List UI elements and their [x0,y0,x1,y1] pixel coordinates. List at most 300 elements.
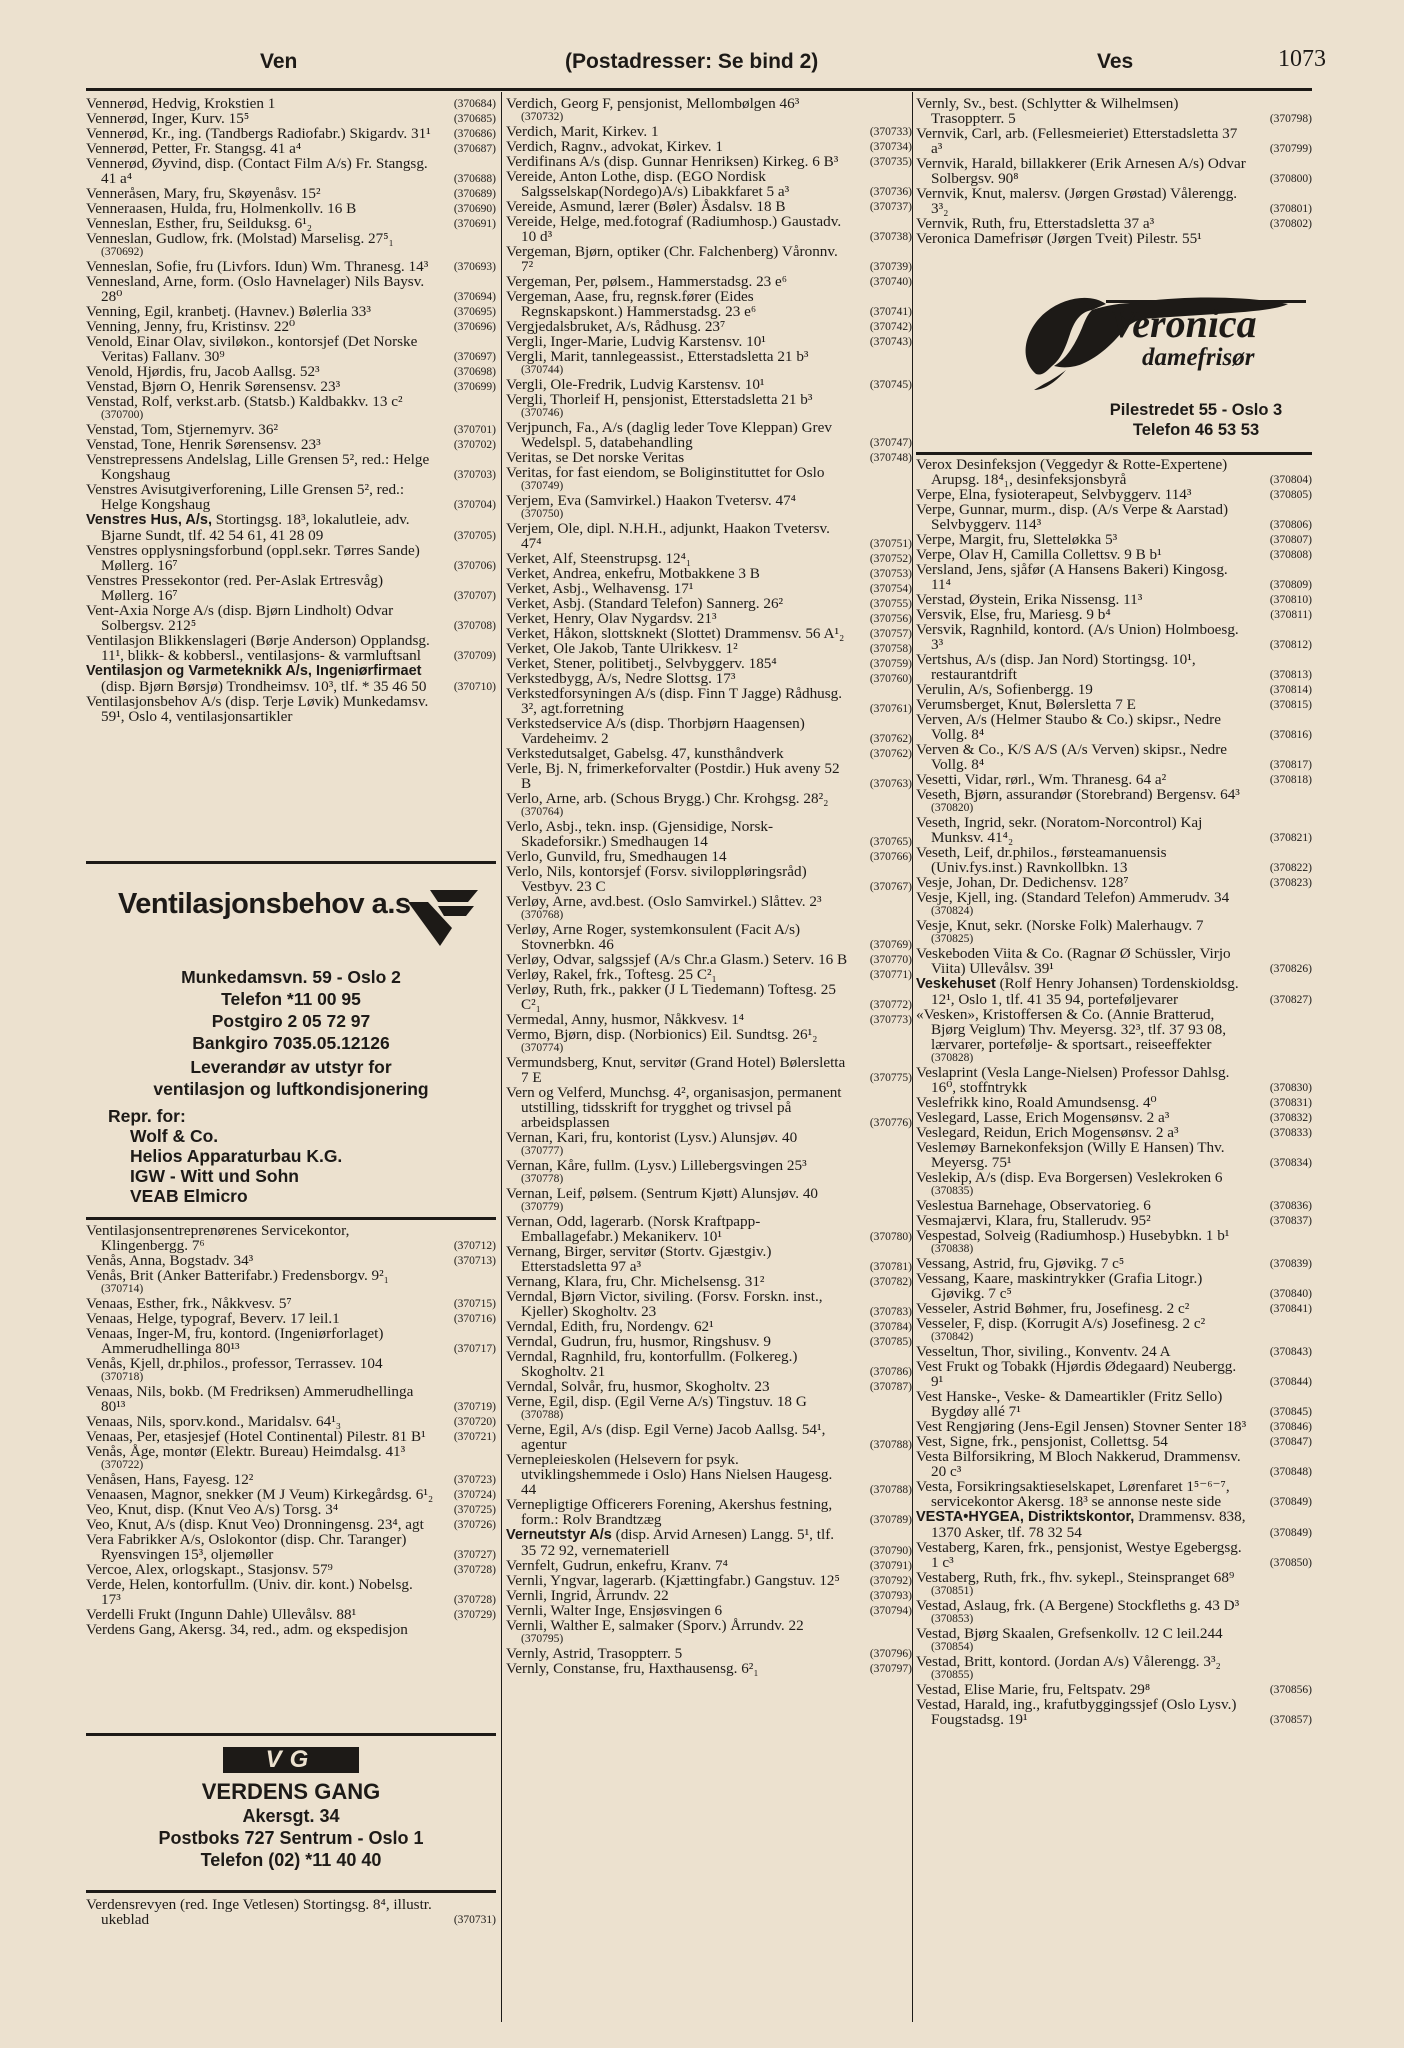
directory-entry [916,1449,1312,1479]
directory-entry [506,1289,912,1319]
directory-entry [86,663,496,694]
directory-entry [86,437,496,452]
entry-text: Vesje, Johan, Dr. Dedichensv. 128⁷ [916,874,1129,891]
entry-text: Verdensrevyen (red. Inge Vetlesen) Stortingsg. 8⁴, illustr. ukeblad [86,1896,432,1928]
entry-number: (370685) [453,113,496,125]
directory-entry [86,1607,496,1622]
header-right-keyword: Ves [1097,50,1134,73]
directory-entry [506,982,912,1012]
entry-text: Venold, Hjørdis, fru, Jacob Aallsg. 52³ [86,363,320,380]
entry-number: (370734) [869,141,912,153]
entry-number: (370705) [453,530,496,542]
directory-entry [916,1271,1312,1301]
entry-number: (370695) [453,306,496,318]
entry-number: (370754) [869,583,912,595]
entry-text: Veritas, se Det norske Veritas [506,449,685,466]
entry-number: (370842) [931,1331,974,1343]
directory-entry [506,1618,912,1646]
entry-number: (370801) [1269,203,1312,215]
directory-entry [86,573,496,603]
entry-number: (370738) [869,231,912,243]
entry-number: (370818) [1269,774,1312,786]
directory-entry [916,1065,1312,1095]
entry-text: Verløy, Arne, avd.best. (Oslo Samvirkel.) Slåttev. 2³ [506,893,822,910]
directory-entry [86,1253,496,1268]
entry-number: (370699) [453,381,496,393]
directory-entry [86,694,496,724]
entry-number: (370752) [869,553,912,565]
vg-ad-line: Akersgt. 34 [242,1806,340,1826]
entry-number: (370793) [869,1590,912,1602]
entry-number: (370745) [869,379,912,391]
entry-number: (370800) [1269,173,1312,185]
entry-number: (370701) [453,424,496,436]
entry-text: Verde, Helen, kontorfullm. (Univ. dir. kont.) Nobelsg. 17³ [86,1576,413,1608]
directory-entry [506,1379,912,1394]
column-2 [506,96,912,1676]
entry-number: (370854) [931,1641,974,1653]
entry-number: (370779) [521,1201,564,1213]
entry-text: Versvik, Else, fru, Mariesg. 9 b⁴ [916,606,1111,623]
directory-entry [916,1007,1312,1065]
entry-text: Venstres Pressekontor (red. Per-Aslak Ertresvåg) Møllerg. 16⁷ [86,572,384,604]
entry-text: Venneråsen, Mary, fru, Skøyenåsv. 15² [86,185,321,202]
entry-number: (370768) [521,909,564,921]
entry-number: (370744) [521,364,564,376]
entry-text: Verndal, Gudrun, fru, husmor, Ringshusv. 9 [506,1333,772,1350]
entry-number: (370696) [453,321,496,333]
directory-entry [916,1344,1312,1359]
entry-text: Ventilasjon og Varmeteknikk A/s, Ingeniørfirmaet [86,663,422,679]
directory-entry [86,1356,496,1384]
entries-c1a [86,96,496,724]
directory-entry [86,1311,496,1326]
entry-text: Vermo, Bjørn, disp. (Norbionics) Eil. Sundtsg. 26¹₂ [506,1026,818,1043]
entry-number: (370828) [931,1052,974,1064]
entry-text: Verdich, Georg F, pensjonist, Mellombølgen 46³ [506,95,800,112]
entry-number: (370712) [453,1240,496,1252]
entry-number: (370742) [869,321,912,333]
directory-entry [506,493,912,521]
entry-text: Venning, Jenny, fru, Kristinsv. 22⁰ [86,318,296,335]
entry-number: (370718) [101,1371,144,1383]
directory-entry [506,124,912,139]
directory-entry [86,259,496,274]
entry-text: Verneutstyr A/s [506,1527,612,1543]
entry-number: (370839) [1269,1258,1312,1270]
directory-entry [86,379,496,394]
directory-entry [506,377,912,392]
entry-text: Vesseltun, Thor, siviling., Konventv. 24 A [916,1343,1171,1360]
directory-entry [916,772,1312,787]
entry-number: (370758) [869,643,912,655]
ventilasjon-ad-line: Bankgiro 7035.05.12126 [192,1033,390,1053]
entry-number: (370851) [931,1585,974,1597]
entry-text: Venaas, Esther, frk., Nåkkvesv. 5⁷ [86,1295,292,1312]
entry-number: (370802) [1269,218,1312,230]
entry-number: (370826) [1269,963,1312,975]
entry-number: (370825) [931,933,974,945]
entry-text: Vereide, Helge, med.fotograf (Radiumhosp.) Gaustadv. 10 d³ [506,213,842,245]
entry-text: Vestad, Bjørg Skaalen, Grefsenkollv. 12 C leil.244 [916,1625,1223,1642]
directory-entry [916,502,1312,532]
entry-number: (370784) [869,1321,912,1333]
entry-text-rest: (disp. Arvid Arnesen) Langg. 5¹, tlf. 35 72 92, vernemateriell [521,1526,835,1559]
directory-entry [86,216,496,231]
entry-text: Vernli, Yngvar, lagerarb. (Kjættingfabr.) Gangstuv. 12⁵ [506,1572,840,1589]
directory-entry [506,154,912,169]
veronica-ad-sub: damefrisør [1142,344,1255,371]
entry-number: (370781) [869,1261,912,1273]
entry-number: (370853) [931,1613,974,1625]
column-3 [916,96,1312,246]
directory-entry [506,1244,912,1274]
directory-entry [916,592,1312,607]
entry-number: (370805) [1269,489,1312,501]
entry-number: (370720) [453,1416,496,1428]
entry-text: Verndal, Solvår, fru, husmor, Skogholtv. 23 [506,1378,770,1395]
entry-text: Verstad, Øystein, Erika Nissensg. 11³ [916,591,1143,608]
entry-text: Verket, Alf, Steenstrupsg. 12⁴₁ [506,550,692,567]
directory-entry [916,1540,1312,1570]
entry-text: Vernepligtige Officerers Forening, Akershus festning, form.: Rolv Brandtzæg [506,1496,833,1528]
entry-number: (370762) [869,748,912,760]
directory-entry [506,1422,912,1452]
directory-entry [916,682,1312,697]
entry-text: Verjem, Eva (Samvirkel.) Haakon Tvetersv. 47⁴ [506,492,796,509]
entry-text: Ventilasjonsbehov A/s (disp. Terje Løvik) Munkedamsv. 59¹, Oslo 4, ventilasjonsartikler [86,693,429,725]
entry-number: (370693) [453,261,496,273]
entry-number: (370809) [1269,579,1312,591]
entry-text: Verjem, Ole, dipl. N.H.H., adjunkt, Haakon Tvetersv. 47⁴ [506,520,830,552]
entry-number: (370757) [869,628,912,640]
entry-text: Venås, Anna, Bogstadv. 34³ [86,1252,254,1269]
directory-entry [916,697,1312,712]
entry-number: (370804) [1269,474,1312,486]
directory-entry [506,611,912,626]
entry-text: Verne, Egil, A/s (disp. Egil Verne) Jacob Aallsg. 54¹, agentur [506,1421,826,1453]
vg-ad-name: VERDENS GANG [201,1779,381,1804]
entry-text: Vesta, Forsikringsaktieselskapet, Lørenfaret 1⁵⁻⁶⁻⁷, servicekontor Akersg. 18³ se annonse neste side [916,1478,1230,1510]
entry-text: Vest Hanske-, Veske- & Dameartikler (Fritz Sello) Bygdøy allé 7¹ [916,1388,1223,1420]
directory-entry [916,1170,1312,1198]
entry-number: (370799) [1269,143,1312,155]
entry-number: (370713) [453,1255,496,1267]
entry-text: Vernan, Odd, lagerarb. (Norsk Kraftpapp-Emballagefabr.) Mekanikerv. 10¹ [506,1213,761,1245]
entry-number: (370761) [869,703,912,715]
entry-number: (370749) [521,480,564,492]
directory-entry [506,1214,912,1244]
entry-number: (370846) [1269,1421,1312,1433]
ventilasjon-ad-title: Ventilasjonsbehov a.s [118,888,411,920]
directory-entry [86,96,496,111]
column-3-lower [916,457,1312,1727]
entry-text: Vestad, Elise Marie, fru, Feltspatv. 29⁸ [916,1681,1151,1698]
entry-text: Verket, Ole Jakob, Tante Ulrikkesv. 1² [506,640,738,657]
directory-entry [506,656,912,671]
directory-entry [506,199,912,214]
directory-entry [86,1223,496,1253]
entry-number: (370766) [869,851,912,863]
entry-number: (370715) [453,1298,496,1310]
entry-text: Verkstedbygg, A/s, Nedre Slottsg. 17³ [506,670,736,687]
directory-entry [86,201,496,216]
entry-text: Verket, Håkon, slottsknekt (Slottet) Drammensv. 56 A¹₂ [506,625,845,642]
directory-entry [86,512,496,543]
ventilasjon-repr-item: Wolf & Co. [130,1126,219,1146]
entry-number: (370836) [1269,1200,1312,1212]
directory-entry [506,952,912,967]
entry-text: Vesseler, Astrid Bøhmer, fru, Josefinesg. 2 c² [916,1300,1190,1317]
entry-number: (370760) [869,673,912,685]
directory-entry [506,716,912,746]
directory-entry [916,622,1312,652]
entry-number: (370796) [869,1648,912,1660]
directory-entry [916,1095,1312,1110]
directory-entry [916,1389,1312,1419]
ad-rule-top [86,861,496,864]
entry-number: (370790) [869,1545,912,1557]
entry-number: (370777) [521,1145,564,1157]
entry-number: (370856) [1269,1684,1312,1696]
entry-number: (370782) [869,1276,912,1288]
entry-number: (370728) [453,1594,496,1606]
directory-entry [86,1532,496,1562]
header-center: (Postadresser: Se bind 2) [565,50,819,73]
entry-text: Vennerød, Øyvind, disp. (Contact Film A/s) Fr. Stangsg. 41 a⁴ [86,155,428,187]
entry-number: (370756) [869,613,912,625]
entry-number: (370787) [869,1381,912,1393]
entry-text: Venstad, Tom, Stjernemyrv. 36² [86,421,279,438]
column-1-bottom [86,1897,496,1927]
entry-number: (370759) [869,658,912,670]
entry-number: (370772) [869,999,912,1011]
directory-entry [506,686,912,716]
directory-entry [506,791,912,819]
directory-entry [916,231,1312,246]
entry-number: (370723) [453,1474,496,1486]
column-1 [86,96,496,724]
entry-text: Vergli, Inger-Marie, Ludvig Karstensv. 10¹ [506,333,766,350]
directory-entry [86,1897,496,1927]
entry-text: Venaas, Nils, sporv.kond., Maridalsv. 64¹₃ [86,1413,342,1430]
entry-text: Vestad, Aslaug, frk. (A Bergene) Stockfleths g. 43 D³ [916,1597,1240,1614]
entry-number: (370838) [931,1243,974,1255]
directory-entry [86,1444,496,1472]
entry-text: Vernli, Ingrid, Årrundv. 22 [506,1587,669,1604]
entry-text: Verumsberget, Knut, Bølersletta 7 E [916,696,1136,713]
entry-text: Vernvik, Carl, arb. (Fellesmeieriet) Etterstadsletta 37 a³ [916,125,1238,157]
entry-text: Vesje, Knut, sekr. (Norske Folk) Malerhaugv. 7 [916,917,1204,934]
entry-text: Verkstedservice A/s (disp. Thorbjørn Haagensen) Vardeheimv. 2 [506,715,805,747]
entry-text: Vennerød, Hedvig, Krokstien 1 [86,95,276,112]
entry-number: (370811) [1270,609,1312,621]
entry-number: (370709) [453,650,496,662]
directory-entry [506,1497,912,1527]
directory-entry [506,349,912,377]
entry-text: Vernan, Kåre, fullm. (Lysv.) Lillebergsvingen 25³ [506,1157,807,1174]
directory-entry [506,1603,912,1618]
directory-entry [506,465,912,493]
entry-text: Verdich, Ragnv., advokat, Kirkev. 1 [506,138,723,155]
entry-number: (370708) [453,620,496,632]
directory-entry [86,452,496,482]
entry-text: Vesta Bilforsikring, M Bloch Nakkerud, Drammensv. 20 c³ [916,1448,1241,1480]
directory-entry [506,596,912,611]
directory-entry [916,918,1312,946]
directory-entry [86,543,496,573]
entry-text: Vernly, Sv., best. (Schlytter & Wilhelmsen) Trasoppterr. 5 [916,95,1179,127]
entry-text: Veo, Knut, disp. (Knut Veo A/s) Torsg. 3⁴ [86,1501,339,1518]
entry-number: (370700) [101,409,144,421]
vg-ad-line: Postboks 727 Sentrum - Oslo 1 [158,1828,424,1848]
directory-entry [916,1434,1312,1449]
entry-number: (370729) [453,1609,496,1621]
entry-text-rest: Drammensv. 838, 1370 Asker, tlf. 78 32 54 [931,1508,1246,1541]
entry-text: Vernli, Walter Inge, Ensjøsvingen 6 [506,1602,723,1619]
directory-entry [506,1394,912,1422]
ad-rule-bottom [86,1217,496,1220]
entry-number: (370820) [931,802,974,814]
entries-c2 [506,96,912,1676]
entry-text: Vergeman, Per, pølsem., Hammerstadsg. 23 e⁶ [506,273,788,290]
entry-number: (370707) [453,590,496,602]
directory-entry [86,1502,496,1517]
entry-text: Verulin, A/s, Sofienbergg. 19 [916,681,1093,698]
vg-ad-rule-bottom [86,1890,496,1893]
entry-text: Verven, A/s (Helmer Staubo & Co.) skipsr., Nedre Vollg. 8⁴ [916,711,1221,743]
entry-text: Venstad, Tone, Henrik Sørensensv. 23³ [86,436,321,453]
directory-entry [506,289,912,319]
directory-entry [916,976,1312,1007]
entry-number: (370755) [869,598,912,610]
entry-number: (370855) [931,1669,974,1681]
entry-text: Vera Fabrikker A/s, Oslokontor (disp. Chr. Taranger) Ryensvingen 15³, oljemøller [86,1531,407,1563]
entry-number: (370771) [869,969,912,981]
entry-text: Venstrepressens Andelslag, Lille Grensen 5², red.: Helge Kongshaug [86,451,430,483]
entry-number: (370775) [869,1072,912,1084]
directory-entry [506,139,912,154]
entry-text: Verdens Gang, Akersg. 34, red., adm. og ekspedisjon [86,1621,408,1638]
ventilasjon-ad-line: Munkedamsvn. 59 - Oslo 2 [181,967,401,987]
entry-number: (370849) [1269,1496,1312,1508]
directory-entry [506,551,912,566]
entry-text: Veslaprint (Vesla Lange-Nielsen) Professor Dahlsg. 16⁰, stoffntrykk [916,1064,1230,1096]
directory-entry [506,1085,912,1130]
entry-text: Vest, Signe, frk., pensjonist, Collettsg. 54 [916,1433,1168,1450]
entry-number: (370702) [453,439,496,451]
entry-number: (370783) [869,1306,912,1318]
entry-text: Vennesland, Arne, form. (Oslo Havnelager) Nils Baysv. 28⁰ [86,273,425,305]
entry-text: Vestaberg, Karen, frk., pensjonist, Westye Egebergsg. 1 c³ [916,1539,1242,1571]
directory-entry [86,186,496,201]
directory-entry [86,633,496,663]
directory-entry [916,96,1312,126]
directory-entry [506,626,912,641]
directory-entry [86,1577,496,1607]
directory-entry [86,304,496,319]
entry-text: Veritas, for fast eiendom, se Boliginstituttet for Oslo [506,464,825,481]
entry-text: Vergeman, Bjørn, optiker (Chr. Falchenberg) Våronnv. 7² [506,243,838,275]
entry-number: (370774) [521,1042,564,1054]
entry-number: (370795) [521,1633,564,1645]
page-number: 1073 [1278,46,1326,72]
veronica-ad-address: Pilestredet 55 - Oslo 3 [1109,401,1283,419]
directory-entry [916,742,1312,772]
entry-number: (370765) [869,836,912,848]
entry-text: Versvik, Ragnhild, kontord. (A/s Union) Holmboesg. 3³ [916,621,1239,653]
entry-text: Vergeman, Aase, fru, regnsk.fører (Eides Regnskapskont.) Hammerstadsg. 23 e⁶ [506,288,757,320]
entry-text: Vertshus, A/s (disp. Jan Nord) Stortingsg. 10¹, restaurantdrift [916,651,1196,683]
entry-text: Vernfelt, Gudrun, enkefru, Kranv. 7⁴ [506,1557,728,1574]
vg-ad [86,1737,496,1872]
directory-entry [86,1562,496,1577]
entry-text: Verløy, Ruth, frk., pakker (J L Tiedemann) Toftesg. 25 C²₁ [506,981,836,1013]
entry-text: «Vesken», Kristoffersen & Co. (Annie Bratterud, Bjørg Veiglum) Thv. Meyersg. 32³, tlf. 37 93 08, lærvarer, portefølje- & sportsart., reiseeffekter [916,1006,1227,1053]
directory-entry [506,894,912,922]
directory-entry [916,547,1312,562]
entry-text: Verløy, Arne Roger, systemkonsulent (Facit A/s) Stovnerbkn. 46 [506,921,801,953]
entry-text: Venås, Åge, montør (Elektr. Bureau) Heimdalsg. 41³ [86,1443,406,1460]
entry-number: (370788) [869,1484,912,1496]
directory-entry [916,562,1312,592]
entry-text: Vernang, Klara, fru, Chr. Michelsensg. 31² [506,1273,765,1290]
directory-entry [506,1349,912,1379]
directory-entry [916,1654,1312,1682]
entry-text: Vernan, Kari, fru, kontorist (Lysv.) Alunsjøv. 40 [506,1129,798,1146]
entry-text: Versland, Jens, sjåfør (A Hansens Bakeri) Kingosg. 11⁴ [916,561,1228,593]
entry-text: Vernvik, Harald, billakkerer (Erik Arnesen A/s) Odvar Solbergsv. 90⁸ [916,155,1246,187]
entry-number: (370688) [453,173,496,185]
entry-number: (370857) [1269,1714,1312,1726]
veronica-ad-phone: Telefon 46 53 53 [1132,421,1260,439]
directory-entry [506,392,912,420]
entry-number: (370816) [1269,729,1312,741]
entry-text: Verox Desinfeksjon (Veggedyr & Rotte-Expertene) Arupsg. 18⁴₁, desinfeksjonsbyrå [916,456,1228,488]
directory-entry [506,1027,912,1055]
entry-number: (370694) [453,291,496,303]
entries-c3b [916,457,1312,1727]
directory-entry [506,1527,912,1558]
directory-entry [86,1384,496,1414]
entry-text: Vergjedalsbruket, A/s, Rådhusg. 23⁷ [506,318,726,335]
directory-entry [916,1301,1312,1316]
entry-number: (370733) [869,126,912,138]
entry-number: (370741) [869,306,912,318]
entry-number: (370845) [1269,1406,1312,1418]
entry-text: Vernan, Leif, pølsem. (Sentrum Kjøtt) Alunsjøv. 40 [506,1185,819,1202]
directory-entry [506,96,912,124]
entry-number: (370751) [869,538,912,550]
directory-entry [506,849,912,864]
directory-entry [86,231,496,259]
entry-text: VESTA•HYGEA, Distriktskontor, [916,1509,1135,1525]
directory-entry [506,967,912,982]
entry-text: Vennerød, Petter, Fr. Stangsg. 41 a⁴ [86,140,302,157]
directory-entry [86,1429,496,1444]
directory-entry [506,1661,912,1676]
entry-number: (370824) [931,905,974,917]
directory-entry [916,1256,1312,1271]
entry-number: (370743) [869,336,912,348]
entry-text: Verkstedutsalget, Gabelsg. 47, kunsthåndverk [506,745,784,762]
directory-entry [916,1359,1312,1389]
entry-text: Vereide, Asmund, lærer (Bøler) Åsdalsv. 18 B [506,198,786,215]
directory-entry [916,186,1312,216]
entry-number: (370725) [453,1504,496,1516]
entry-number: (370770) [869,954,912,966]
directory-entry [86,319,496,334]
